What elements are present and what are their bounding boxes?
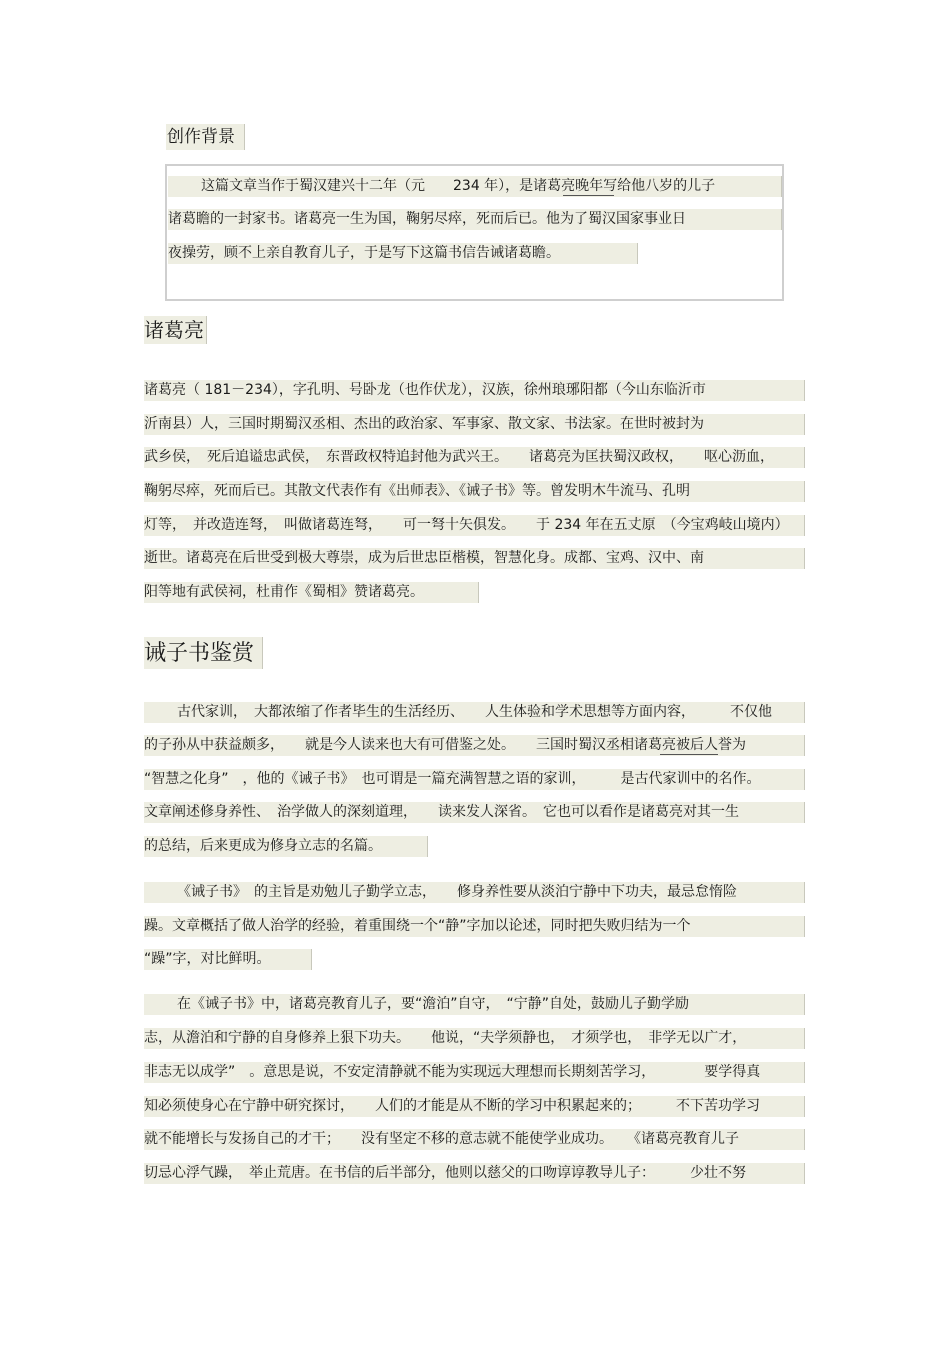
zhuge-line: 灯等， 并改造连弩， 叫做诸葛连弩， 可一弩十矢俱发。 于 234 年在五丈原 （今宝鸡岐山境内）: [144, 517, 789, 533]
zhuge-line: 武乡侯， 死后追谥忠武侯， 东晋政权特追封他为武兴王。 诸葛亮为匡扶蜀汉政权， 呕心沥血，: [144, 449, 774, 465]
appreciation-p2-line: 躁。文章概括了做人治学的经验，着重围绕一个“静”字加以论述，同时把失败归结为一个: [144, 918, 691, 934]
zhuge-line: 鞠躬尽瘁，死而后已。其散文代表作有《出师表》、《诫子书》等。曾发明木牛流马、孔明: [144, 483, 690, 499]
underline-mark: [660, 754, 718, 755]
background-line: 这篇文章当作于蜀汉建兴十二年（元 234 年），是诸葛亮晚年写给他八岁的儿子: [201, 178, 716, 194]
zhuge-line: 诸葛亮（ 181－234），字孔明、号卧龙（也作伏龙），汉族，徐州琅琊阳都（今山东临沂市: [144, 382, 706, 398]
zhuge-line: 沂南县）人，三国时期蜀汉丞相、杰出的政治家、军事家、散文家、书法家。在世时被封为: [144, 416, 704, 432]
appreciation-p3-line: 就不能增长与发扬自己的才干； 没有坚定不移的意志就不能使学业成功。 《诸葛亮教育儿子: [144, 1131, 739, 1147]
background-title: 创作背景: [167, 127, 235, 147]
zhuge-line: 逝世。诸葛亮在后世受到极大尊崇，成为后世忠臣楷模，智慧化身。成都、宝鸡、汉中、南: [144, 550, 704, 566]
appreciation-p1-line: 文章阐述修身养性、 治学做人的深刻道理， 读来发人深省。 它也可以看作是诸葛亮对其一生: [144, 804, 739, 820]
background-line: 夜操劳，顾不上亲自教育儿子，于是写下这篇书信告诫诸葛瞻。: [168, 245, 560, 261]
appreciation-p1-line: 的子孙从中获益颇多， 就是今人读来也大有可借鉴之处。 三国时蜀汉丞相诸葛亮被后人誉为: [144, 737, 746, 753]
appreciation-p2-line: 《诫子书》 的主旨是劝勉儿子勤学立志， 修身养性要从淡泊宁静中下功夫，最忌怠惰险: [177, 884, 737, 900]
appreciation-title: 诫子书鉴赏: [144, 641, 255, 666]
appreciation-p3-line: 在《诫子书》中，诸葛亮教育儿子，要“澹泊”自守， “宁静”自处，鼓励儿子勤学励: [177, 996, 690, 1012]
appreciation-p1-line: 的总结，后来更成为修身立志的名篇。: [144, 838, 382, 854]
appreciation-p3-line: 知必须使身心在宁静中研究探讨， 人们的才能是从不断的学习中积累起来的； 不下苦功学习: [144, 1098, 760, 1114]
appreciation-p1-line: 古代家训， 大都浓缩了作者毕生的生活经历、 人生体验和学术思想等方面内容， 不仅他: [177, 704, 772, 720]
underline-mark: [563, 195, 614, 196]
appreciation-p3-line: 志，从澹泊和宁静的自身修养上狠下功夫。 他说，“夫学须静也， 才须学也， 非学无以广才，: [144, 1030, 747, 1046]
background-line: 诸葛瞻的一封家书。诸葛亮一生为国，鞠躬尽瘁，死而后已。他为了蜀汉国家事业日: [168, 211, 686, 227]
appreciation-p1-line: “智慧之化身” ，他的《诫子书》 也可谓是一篇充满智慧之语的家训， 是古代家训中的名作。: [144, 771, 761, 787]
appreciation-p2-line: “躁”字，对比鲜明。: [144, 951, 271, 967]
zhuge-title: 诸葛亮: [144, 318, 204, 342]
appreciation-p3-line: 非志无以成学” 。意思是说，不安定清静就不能为实现远大理想而长期刻苦学习， 要学得真: [144, 1064, 761, 1080]
zhuge-line: 阳等地有武侯祠，杜甫作《蜀相》赞诸葛亮。: [144, 584, 424, 600]
appreciation-p3-line: 切忌心浮气躁， 举止荒唐。在书信的后半部分，他则以慈父的口吻谆谆教导儿子： 少壮不努: [144, 1165, 746, 1181]
